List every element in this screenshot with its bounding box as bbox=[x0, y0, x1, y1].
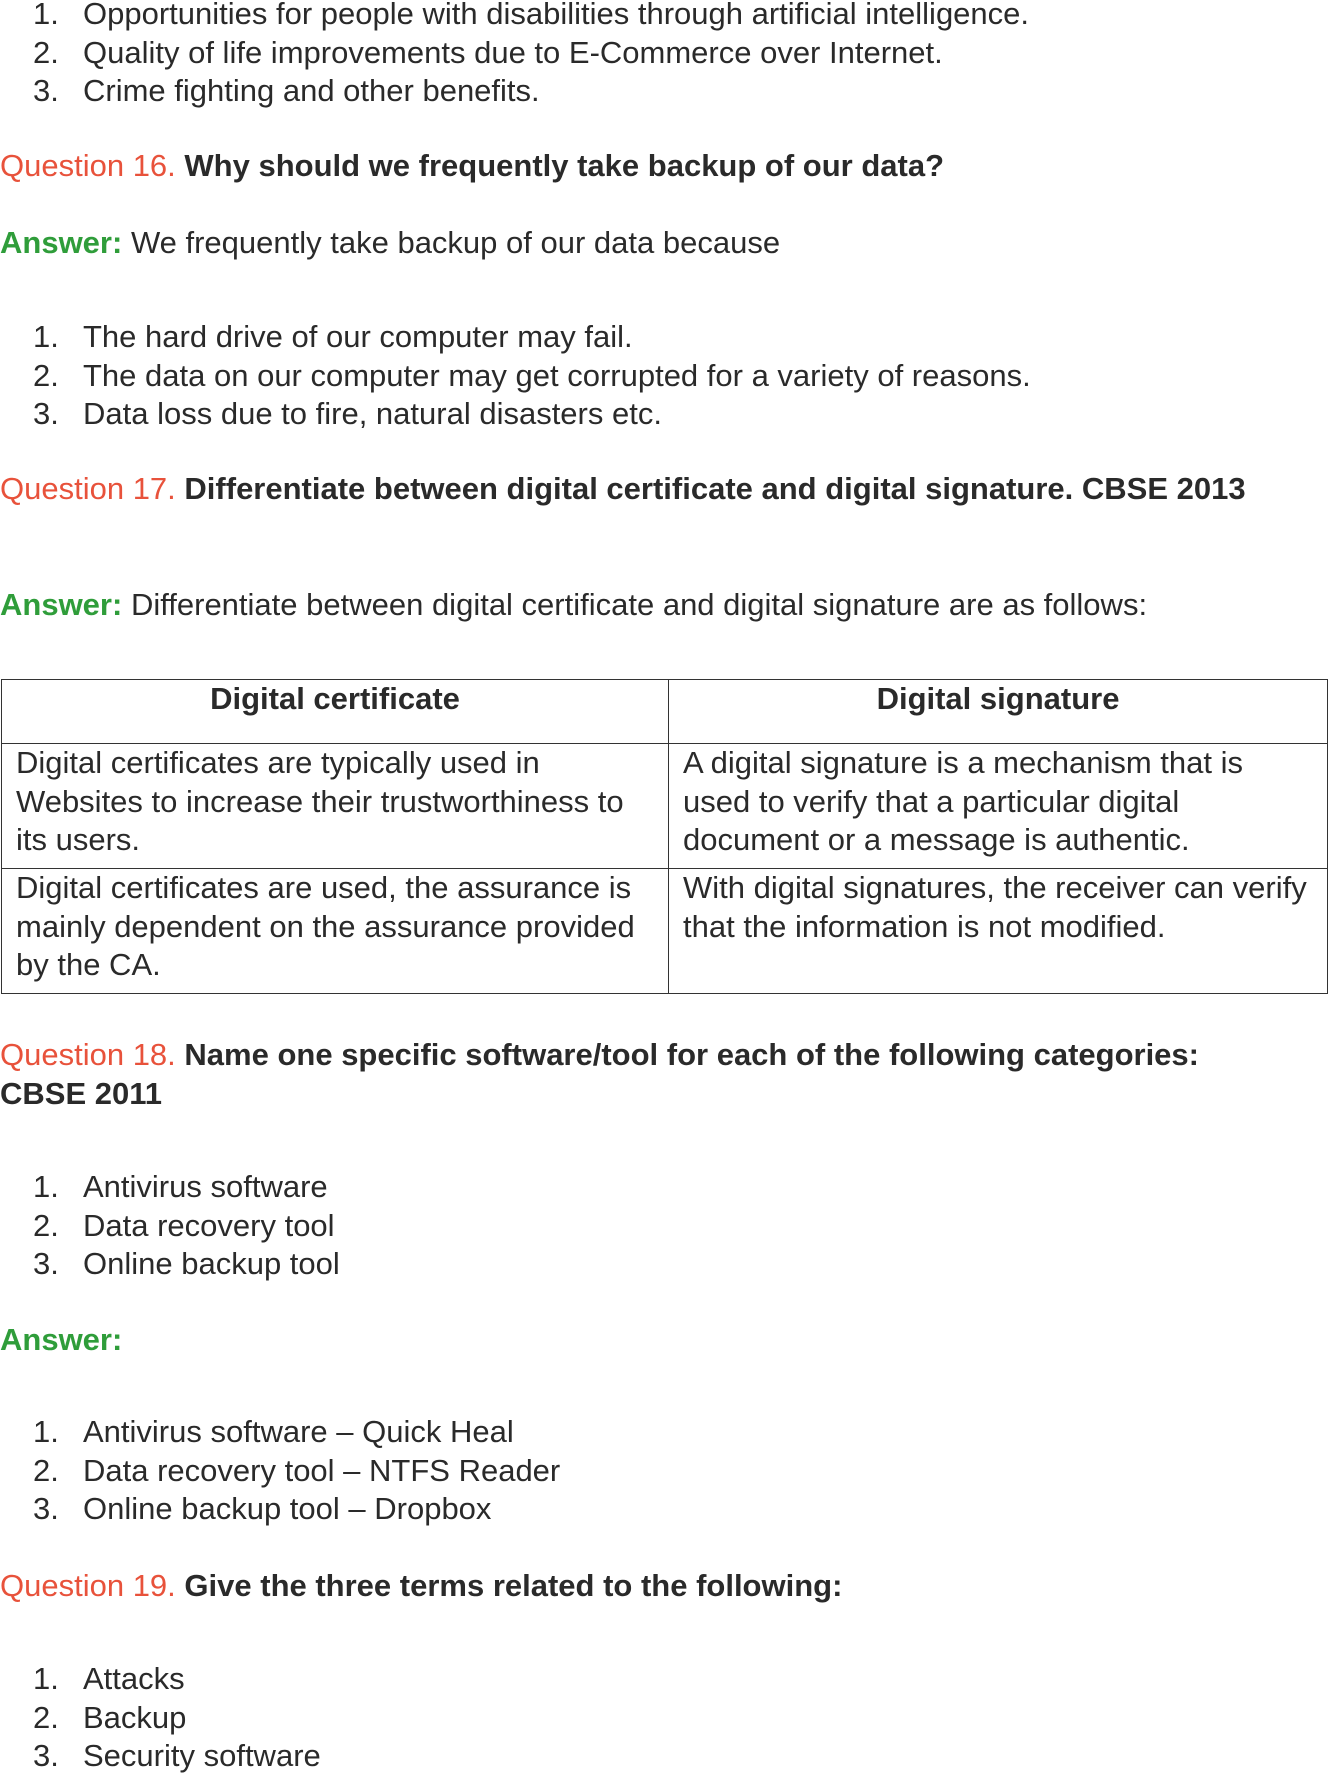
list-number: 3. bbox=[33, 1738, 59, 1773]
list-number: 1. bbox=[33, 0, 59, 31]
list-text: The hard drive of our computer may fail. bbox=[83, 319, 633, 354]
table-cell: Digital certificates are used, the assurance is mainly dependent on the assurance provided by the CA. bbox=[2, 869, 669, 994]
question-label: Question 16. bbox=[0, 148, 176, 183]
list-item bbox=[0, 1168, 340, 1207]
answer-label: Answer: bbox=[0, 225, 123, 260]
table-header-row bbox=[2, 680, 1328, 744]
list-text: Data recovery tool bbox=[83, 1207, 335, 1243]
table-row bbox=[2, 869, 1328, 994]
list-text: Crime fighting and other benefits. bbox=[83, 73, 540, 108]
intro-list bbox=[0, 0, 1029, 111]
question-label: Question 18. bbox=[0, 1037, 176, 1072]
list-item bbox=[0, 1737, 321, 1776]
list-item bbox=[0, 357, 1031, 396]
list-item bbox=[0, 1490, 560, 1529]
answer-17 bbox=[0, 586, 1147, 625]
list-number: 1. bbox=[33, 1169, 59, 1204]
table-row bbox=[2, 744, 1328, 869]
list-item bbox=[0, 34, 1029, 73]
answer-label: Answer: bbox=[0, 587, 123, 622]
list-number: 3. bbox=[33, 1246, 59, 1281]
list-number: 1. bbox=[33, 1414, 59, 1449]
comparison-table bbox=[1, 679, 1328, 994]
list-number: 2. bbox=[33, 1207, 59, 1243]
list-number: 2. bbox=[33, 34, 59, 70]
q19-list bbox=[0, 1660, 321, 1776]
list-text: Data loss due to fire, natural disasters etc. bbox=[83, 396, 662, 431]
list-number: 3. bbox=[33, 396, 59, 431]
list-text: Data recovery tool – NTFS Reader bbox=[83, 1452, 561, 1488]
answer-text: Differentiate between digital certificate and digital signature are as follows: bbox=[130, 587, 1148, 622]
table-cell: Digital certificates are typically used in Websites to increase their trustworthiness to its users. bbox=[2, 744, 669, 869]
list-number: 2. bbox=[33, 1699, 59, 1735]
question-label: Question 19. bbox=[0, 1568, 176, 1603]
question-label: Question 17. bbox=[0, 471, 176, 506]
list-item bbox=[0, 1413, 560, 1452]
list-text: Quality of life improvements due to E-Commerce over Internet. bbox=[83, 34, 943, 70]
list-item bbox=[0, 1699, 321, 1738]
answer-16 bbox=[0, 224, 780, 263]
answer-text: We frequently take backup of our data because bbox=[130, 225, 781, 260]
q18-answer-list bbox=[0, 1413, 560, 1529]
answer-18 bbox=[0, 1321, 122, 1360]
list-number: 2. bbox=[33, 1452, 59, 1488]
list-number: 2. bbox=[33, 357, 59, 393]
question-text: Name one specific software/tool for each of the following categories: CBSE 2011 bbox=[0, 1037, 1199, 1111]
table-header: Digital signature bbox=[669, 680, 1328, 744]
list-text: Security software bbox=[83, 1738, 321, 1773]
list-text: The data on our computer may get corrupted for a variety of reasons. bbox=[83, 357, 1031, 393]
list-text: Antivirus software – Quick Heal bbox=[83, 1414, 514, 1449]
list-text: Online backup tool – Dropbox bbox=[83, 1491, 492, 1526]
table-header: Digital certificate bbox=[2, 680, 669, 744]
list-item bbox=[0, 1207, 340, 1246]
list-item bbox=[0, 72, 1029, 111]
list-item bbox=[0, 1245, 340, 1284]
question-text: Why should we frequently take backup of our data? bbox=[184, 148, 945, 183]
list-item bbox=[0, 318, 1031, 357]
list-text: Attacks bbox=[83, 1661, 185, 1696]
list-item bbox=[0, 0, 1029, 34]
table-cell: With digital signatures, the receiver can verify that the information is not modified. bbox=[669, 869, 1328, 994]
question-18 bbox=[0, 1036, 1290, 1113]
q16-list bbox=[0, 318, 1031, 434]
q18-list bbox=[0, 1168, 340, 1284]
list-item bbox=[0, 1452, 560, 1491]
question-19 bbox=[0, 1567, 1290, 1606]
list-text: Online backup tool bbox=[83, 1246, 340, 1281]
answer-label: Answer: bbox=[0, 1322, 123, 1357]
question-16 bbox=[0, 147, 1290, 186]
list-text: Opportunities for people with disabilities through artificial intelligence. bbox=[83, 0, 1030, 31]
list-number: 3. bbox=[33, 73, 59, 108]
list-number: 3. bbox=[33, 1491, 59, 1526]
question-text: Give the three terms related to the following: bbox=[184, 1568, 843, 1603]
list-text: Backup bbox=[83, 1699, 187, 1735]
list-item bbox=[0, 1660, 321, 1699]
list-number: 1. bbox=[33, 1661, 59, 1696]
list-item bbox=[0, 395, 1031, 434]
list-text: Antivirus software bbox=[83, 1169, 328, 1204]
list-number: 1. bbox=[33, 319, 59, 354]
table-cell: A digital signature is a mechanism that is used to verify that a particular digital document or a message is authentic. bbox=[669, 744, 1328, 869]
question-text: Differentiate between digital certificate and digital signature. CBSE 2013 bbox=[184, 471, 1246, 506]
question-17 bbox=[0, 470, 1290, 509]
